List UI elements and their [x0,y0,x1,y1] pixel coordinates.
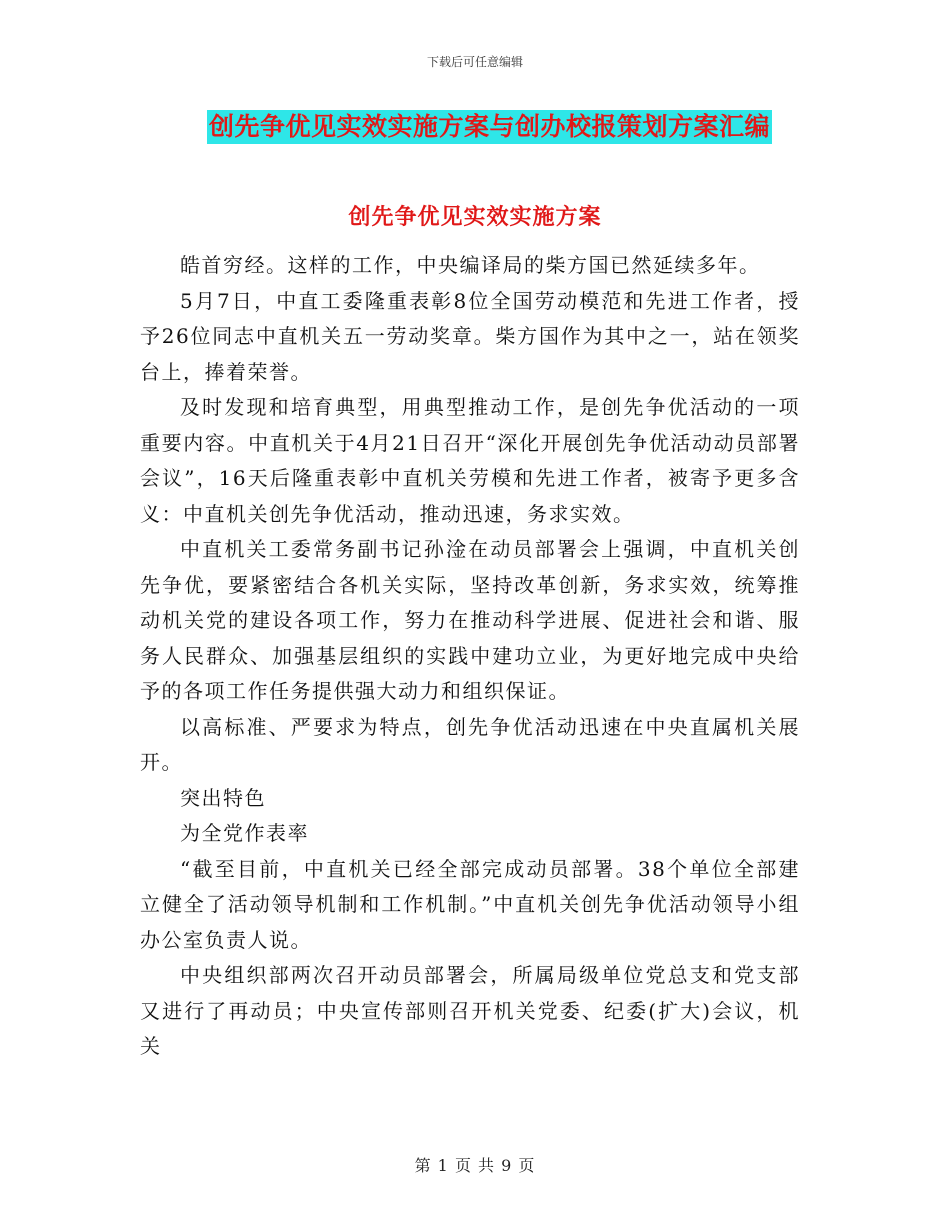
paragraph: 皓首穷经。这样的工作，中央编译局的柴方国已然延续多年。 [180,253,761,277]
paragraph-heading: 为全党作表率 [180,821,309,845]
paragraph-heading: 突出特色 [180,785,266,810]
document-main-title: 创先争优见实效实施方案与创办校报策划方案汇编 [207,110,772,144]
header-note: 下载后可任意编辑 [426,55,523,69]
page-number-footer: 第 1 页 共 9 页 [414,1156,536,1175]
paragraph: 以高标准、严要求为特点，创先争优活动迅速在中央直属机关展开。 [140,714,800,774]
document-body [140,248,800,1065]
paragraph: 及时发现和培育典型，用典型推动工作，是创先争优活动的一项重要内容。中直机关于4月21日召开“深化开展创先争优活动动员部署会议”，16天后隆重表彰中直机关劳模和先进工作者，被寄予更多含义：中直机关创先争优活动，推动迅速，务求实效。 [140,395,800,526]
section-title: 创先争优见实效实施方案 [348,204,602,230]
paragraph: 中央组织部两次召开动员部署会，所属局级单位党总支和党支部又进行了再动员；中央宣传部则召开机关党委、纪委(扩大)会议，机关 [140,963,800,1058]
paragraph: 5月7日，中直工委隆重表彰8位全国劳动模范和先进工作者，授予26位同志中直机关五一劳动奖章。柴方国作为其中之一，站在领奖台上，捧着荣誉。 [140,288,800,384]
paragraph: 中直机关工委常务副书记孙淦在动员部署会上强调，中直机关创先争优，要紧密结合各机关实际，坚持改革创新，务求实效，统筹推动机关党的建设各项工作，努力在推动科学进展、促进社会和谐、服务人民群众、加强基层组织的实践中建功立业，为更好地完成中央给予的各项工作任务提供强大动力和组织保证。 [140,537,800,703]
paragraph: “截至目前，中直机关已经全部完成动员部署。38个单位全部建立健全了活动领导机制和工作机制。”中直机关创先争优活动领导小组办公室负责人说。 [140,856,800,952]
